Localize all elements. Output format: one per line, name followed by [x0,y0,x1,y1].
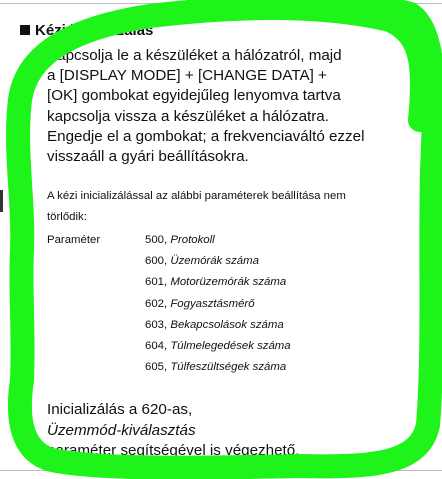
paragraph-line: kapcsolja vissza a készüléket a hálózatra. [47,107,329,125]
parameter-name: Motorüzemórák száma [170,276,287,289]
heading-text: Kézi inicializálás [35,22,154,39]
parameter-name: Túlfeszültségek száma [170,361,287,374]
parameter-number: 602, [145,297,168,310]
parameter-number: 600, [145,255,168,268]
parameter-name: Fogyasztásmérő [170,297,255,310]
parameter-name: Bekapcsolások száma [170,318,284,331]
paragraph-line: visszaáll a gyári beállításokra. [47,148,249,166]
note-line: törlődik: [47,211,87,223]
closing-line-prefix: Inicializálás a 620-as, [47,401,193,418]
paragraph-line: a [DISPLAY MODE] + [CHANGE DATA] + [47,67,327,85]
parameter-label: Paraméter [47,234,101,246]
paragraph-line: Engedje el a gombokat; a frekvenciaváltó ezzel [47,127,365,145]
parameter-number: 605, [145,361,168,374]
paragraph-line: [OK] gombokat egyidejűleg lenyomva tartva [47,87,341,105]
note-line: A kézi inicializálással az alábbi paraméterek beállítása nem [47,190,346,202]
parameter-number: 603, [145,318,168,331]
parameter-name: Protokoll [170,234,215,246]
parameter-number: 500, [145,234,168,246]
parameter-number: 601, [145,276,168,289]
parameter-number: 604, [145,339,168,352]
parameter-name: Üzemórák száma [170,255,259,268]
parameter-name: Túlmelegedések száma [170,339,291,352]
closing-line: paraméter segítségével is végezhető. [47,442,300,459]
highlighter-stroke [18,4,434,468]
paragraph-line: Kapcsolja le a készüléket a hálózatról, majd [47,47,342,64]
closing-line-italic: Üzemmód-kiválasztás [47,421,196,439]
